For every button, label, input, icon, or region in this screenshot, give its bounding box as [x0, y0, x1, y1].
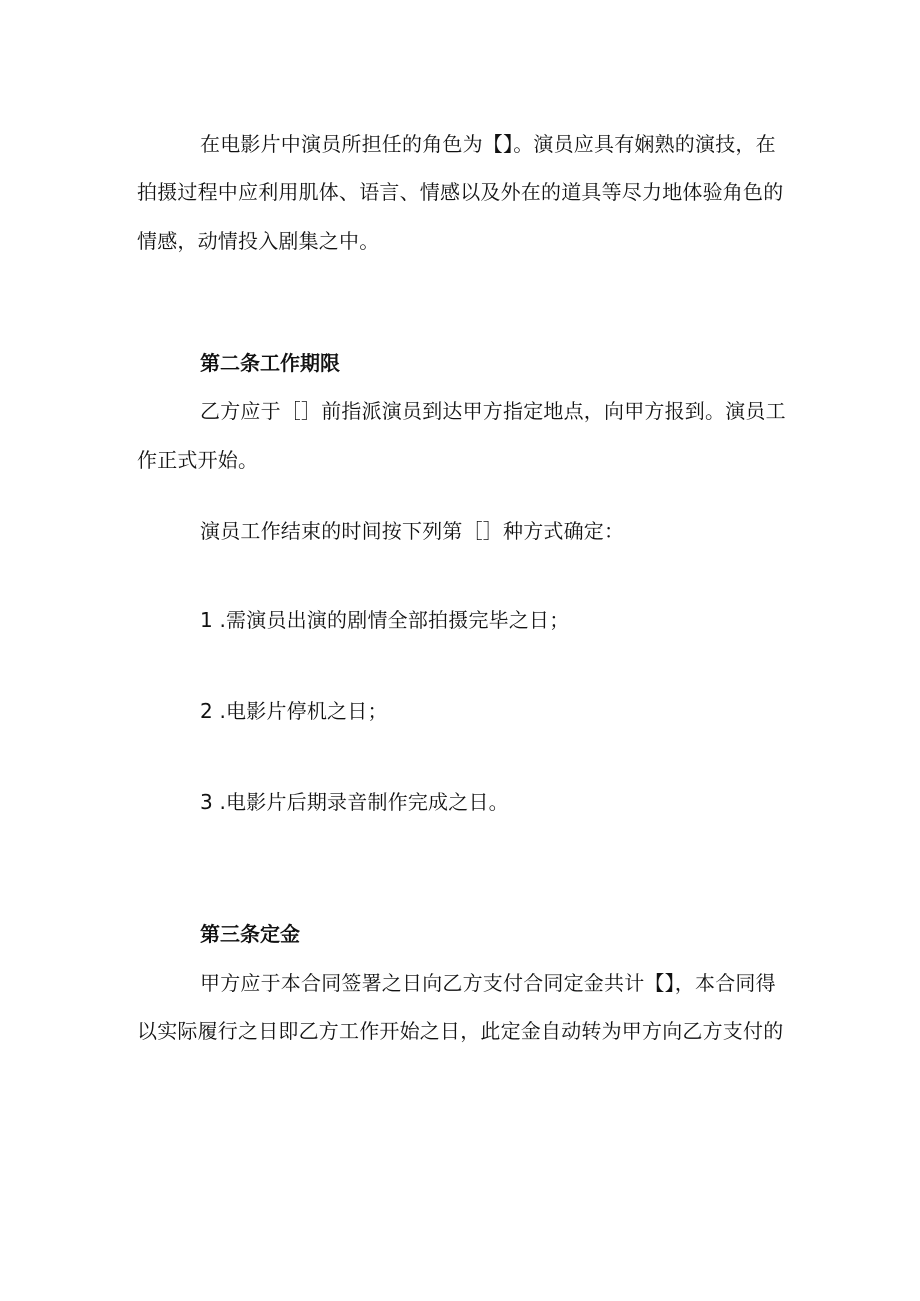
section-3-para-1-line-1: 甲方应于本合同签署之日向乙方支付合同定金共计【】，本合同得 — [200, 971, 776, 995]
list-item-3: 3 .电影片后期录音制作完成之日。 — [200, 790, 509, 814]
role-paragraph-line-2: 拍摄过程中应利用肌体、语言、情感以及外在的道具等尽力地体验角色的 — [137, 180, 784, 204]
list-item-2: 2 .电影片停机之日； — [200, 699, 388, 723]
section-2-para-1-line-2: 作正式开始。 — [137, 448, 259, 472]
section-2-para-1-line-1: 乙方应于［］前指派演员到达甲方指定地点，向甲方报到。演员工 — [200, 399, 786, 423]
section-2-heading: 第二条工作期限 — [200, 351, 340, 375]
section-3-heading: 第三条定金 — [200, 922, 300, 946]
section-2-para-2: 演员工作结束的时间按下列第［］种方式确定： — [200, 519, 625, 543]
role-paragraph-line-3: 情感，动情投入剧集之中。 — [137, 229, 380, 253]
list-item-1: 1 .需演员出演的剧情全部拍摄完毕之日； — [200, 608, 570, 632]
section-3-para-1-line-2: 以实际履行之日即乙方工作开始之日，此定金自动转为甲方向乙方支付的 — [137, 1019, 784, 1043]
role-paragraph-line-1: 在电影片中演员所担任的角色为【】。演员应具有娴熟的演技，在 — [200, 132, 776, 156]
